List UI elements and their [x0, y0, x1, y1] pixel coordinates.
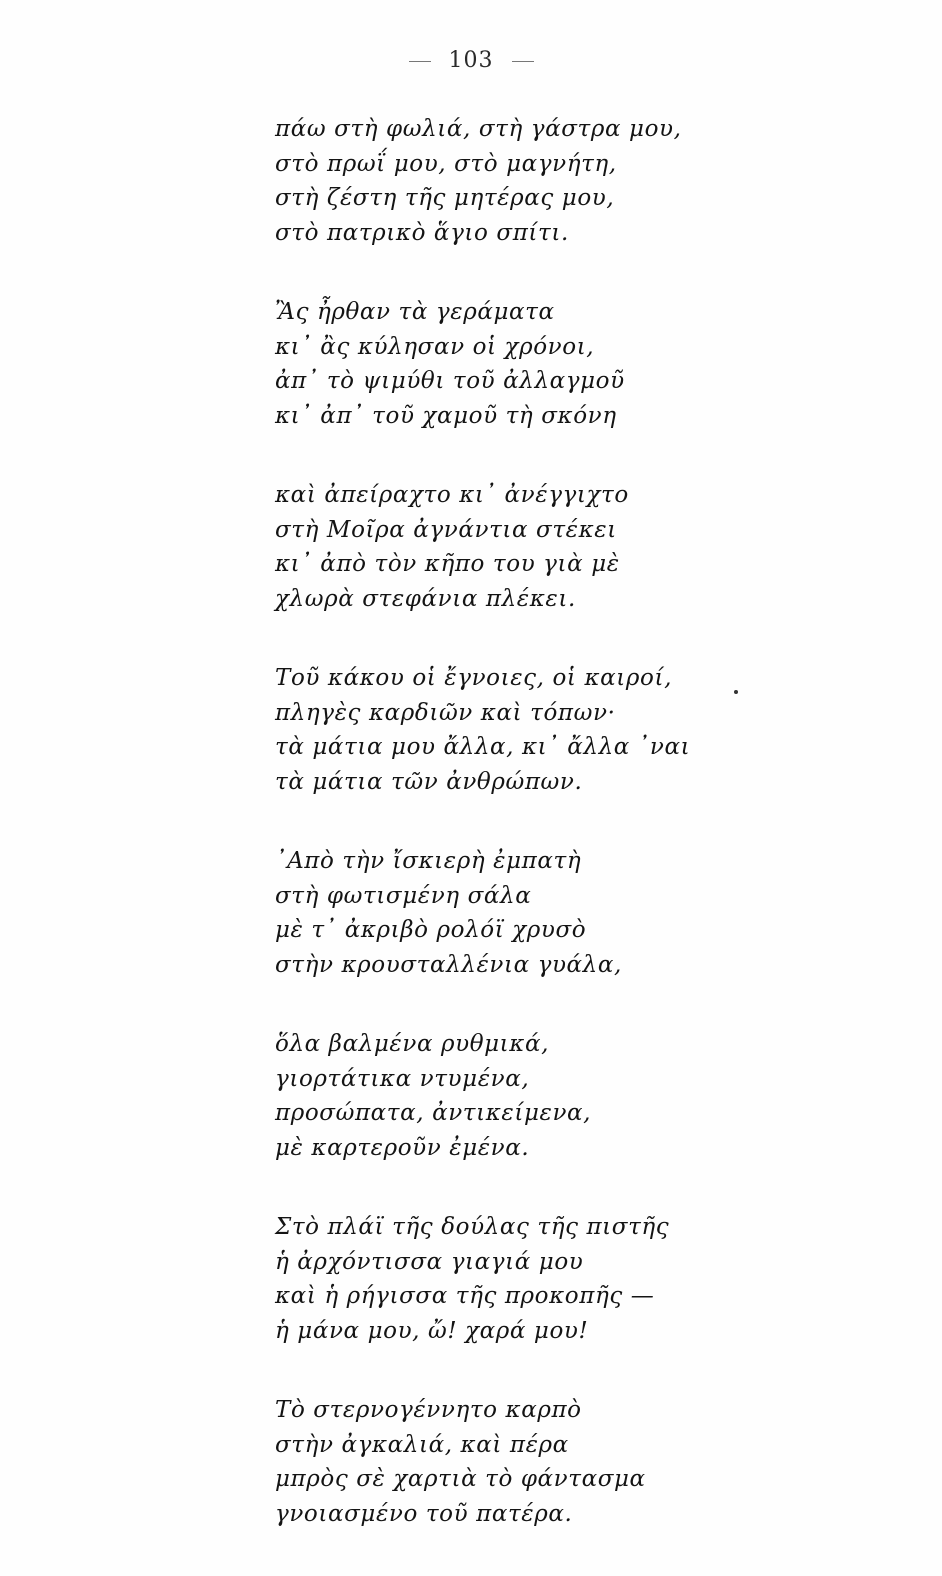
poem-line: στὴν κρουσταλλένια γυάλα,	[275, 951, 622, 978]
poem-line: μὲ τ᾿ ἀκριβὸ ρολόϊ χρυσὸ	[275, 917, 587, 943]
stanza-7	[275, 1210, 695, 1348]
poem-line: καὶ ἀπείραχτο κι᾿ ἀνέγγιχτο	[275, 482, 629, 508]
stanza-4	[275, 661, 695, 799]
poem-line: ᾿Απὸ τὴν ἴσκιερὴ ἐμπατὴ	[275, 848, 582, 874]
poem-line: καὶ ἡ ρήγισσα τῆς προκοπῆς —	[275, 1283, 655, 1309]
poem-line: ἡ ἀρχόντισσα γιαγιά μου	[275, 1248, 584, 1275]
stanza-5	[275, 844, 695, 982]
poem-line: ἀπ᾿ τὸ ψιμύθι τοῦ ἀλλαγμοῦ	[275, 368, 625, 394]
poem-line: γνοιασμένο τοῦ πατέρα.	[275, 1500, 573, 1527]
poem-line: χλωρὰ στεφάνια πλέκει.	[275, 585, 576, 612]
poem-line: στὴ Μοῖρα ἀγνάντια στέκει	[275, 516, 617, 543]
poem-line: Τοῦ κάκου οἱ ἔγνοιες, οἱ καιροί,	[275, 665, 672, 691]
ink-speck	[734, 690, 738, 694]
poem-line: κι᾿ ἂς κύλησαν οἱ χρόνοι,	[275, 333, 595, 360]
poem-line: ὅλα βαλμένα ρυθμικά,	[275, 1031, 550, 1057]
poem-line: τὰ μάτια μου ἄλλα, κι᾿ ἄλλα ᾿ναι	[275, 734, 691, 760]
poem-line: πληγὲς καρδιῶν καὶ τόπων·	[275, 699, 616, 726]
poem-line: μὲ καρτεροῦν ἐμένα.	[275, 1134, 530, 1161]
poem-line: Τὸ στερνογέννητο καρπὸ	[275, 1397, 582, 1423]
poem-line: στὸ πατρικὸ ἅγιο σπίτι.	[275, 219, 569, 246]
page-header	[0, 48, 942, 73]
poem-line: τὰ μάτια τῶν ἀνθρώπων.	[275, 768, 583, 795]
stanza-6	[275, 1027, 695, 1165]
header-dash-right	[512, 61, 534, 62]
poem-line: προσώπατα, ἀντικείμενα,	[275, 1100, 592, 1126]
page-number: 103	[448, 48, 494, 73]
stanza-2	[275, 295, 695, 433]
poem-line: Στὸ πλάϊ τῆς δούλας τῆς πιστῆς	[275, 1214, 670, 1240]
poem-line: κι᾿ ἀπὸ τὸν κῆπο του γιὰ μὲ	[275, 551, 620, 577]
stanza-8	[275, 1393, 695, 1531]
poem-line: στὸ πρωΐ μου, στὸ μαγνήτη,	[275, 150, 617, 177]
poem-line: ἡ μάνα μου, ὤ! χαρά μου!	[275, 1317, 589, 1344]
header-dash-left	[409, 61, 431, 62]
poem	[275, 112, 695, 1576]
poem-line: στὴ ζέστη τῆς μητέρας μου,	[275, 185, 615, 211]
poem-line: στὴ φωτισμένη σάλα	[275, 882, 532, 909]
poem-line: μπρὸς σὲ χαρτιὰ τὸ φάντασμα	[275, 1466, 646, 1492]
stanza-1	[275, 112, 695, 250]
poem-line: Ἂς ἦρθαν τὰ γεράματα	[275, 299, 555, 325]
poem-line: πάω στὴ φωλιά, στὴ γάστρα μου,	[275, 116, 682, 142]
poem-line: στὴν ἀγκαλιά, καὶ πέρα	[275, 1431, 569, 1458]
poem-line: κι᾿ ἀπ᾿ τοῦ χαμοῦ τὴ σκόνη	[275, 402, 617, 429]
poem-line: γιορτάτικα ντυμένα,	[275, 1065, 530, 1092]
stanza-3	[275, 478, 695, 616]
